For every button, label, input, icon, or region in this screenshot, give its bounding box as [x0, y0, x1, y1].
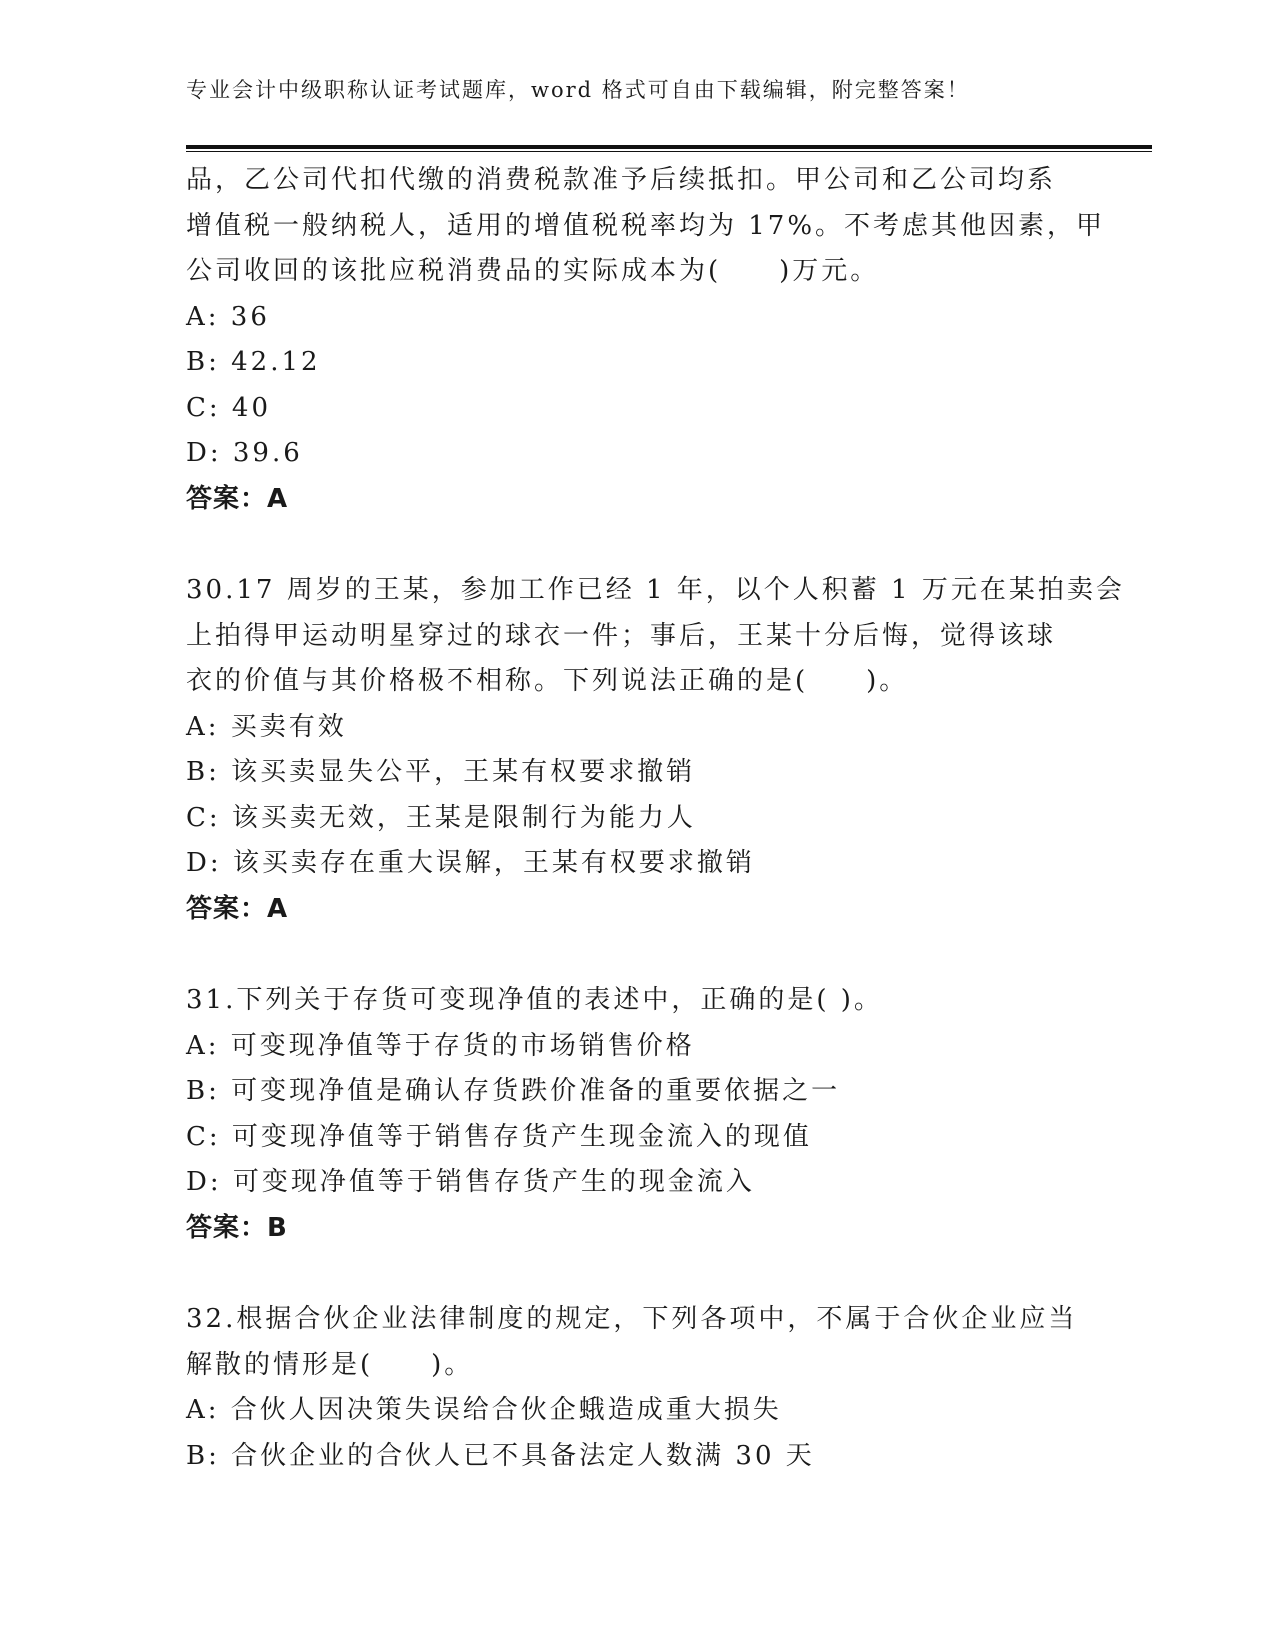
question-stem-line: 30.17 周岁的王某，参加工作已经 1 年，以个人积蓄 1 万元在某拍卖会	[186, 575, 1125, 605]
question-stem-line: 解散的情形是( )。	[186, 1349, 474, 1380]
header-rule-thin	[186, 151, 1152, 152]
spacer	[186, 522, 1086, 568]
option-a: A: 36	[186, 301, 270, 332]
question-stem-line: 增值税一般纳税人，适用的增值税税率均为 17%。不考虑其他因素，甲	[186, 210, 1106, 241]
question-stem-line: 公司收回的该批应税消费品的实际成本为( )万元。	[186, 256, 880, 286]
option-b: B: 42.12	[186, 347, 321, 377]
question-content	[186, 158, 1125, 1479]
option-c: C: 可变现净值等于销售存货产生现金流入的现值	[186, 1121, 812, 1152]
header-rule-thick	[186, 145, 1152, 149]
answer: 答案：A	[186, 893, 289, 924]
question-stem-line: 衣的价值与其价格极不相称。下列说法正确的是( )。	[186, 666, 909, 696]
spacer	[186, 1251, 1086, 1297]
option-a: A: 买卖有效	[186, 711, 347, 742]
option-c: C: 该买卖无效，王某是限制行为能力人	[186, 802, 696, 833]
question-29	[186, 158, 1106, 522]
question-stem-line: 32.根据合伙企业法律制度的规定，下列各项中，不属于合伙企业应当	[186, 1304, 1078, 1334]
answer: 答案：B	[186, 1212, 288, 1243]
option-b: B: 可变现净值是确认存货跌价准备的重要依据之一	[186, 1076, 841, 1106]
answer: 答案：A	[186, 483, 289, 514]
option-d: D: 可变现净值等于销售存货产生的现金流入	[186, 1167, 755, 1197]
question-32	[186, 1297, 1086, 1479]
page-header: 专业会计中级职称认证考试题库，word 格式可自由下载编辑，附完整答案！	[186, 78, 970, 102]
question-stem-line: 31.下列关于存货可变现净值的表述中，正确的是( )。	[186, 985, 883, 1015]
option-a: A: 可变现净值等于存货的市场销售价格	[186, 1030, 695, 1061]
question-stem-line: 品，乙公司代扣代缴的消费税款准予后续抵扣。甲公司和乙公司均系	[186, 165, 1057, 195]
question-stem-line: 上拍得甲运动明星穿过的球衣一件；事后，王某十分后悔，觉得该球	[186, 620, 1057, 651]
option-b: B: 该买卖显失公平，王某有权要求撤销	[186, 757, 696, 787]
option-b: B: 合伙企业的合伙人已不具备法定人数满 30 天	[186, 1440, 815, 1471]
option-c: C: 40	[186, 392, 272, 423]
question-31	[186, 978, 1086, 1251]
option-d: D: 39.6	[186, 438, 303, 468]
option-a: A: 合伙人因决策失误给合伙企蛾造成重大损失	[186, 1395, 782, 1425]
question-30	[186, 568, 1125, 932]
spacer	[186, 932, 1086, 978]
option-d: D: 该买卖存在重大误解，王某有权要求撤销	[186, 848, 755, 878]
